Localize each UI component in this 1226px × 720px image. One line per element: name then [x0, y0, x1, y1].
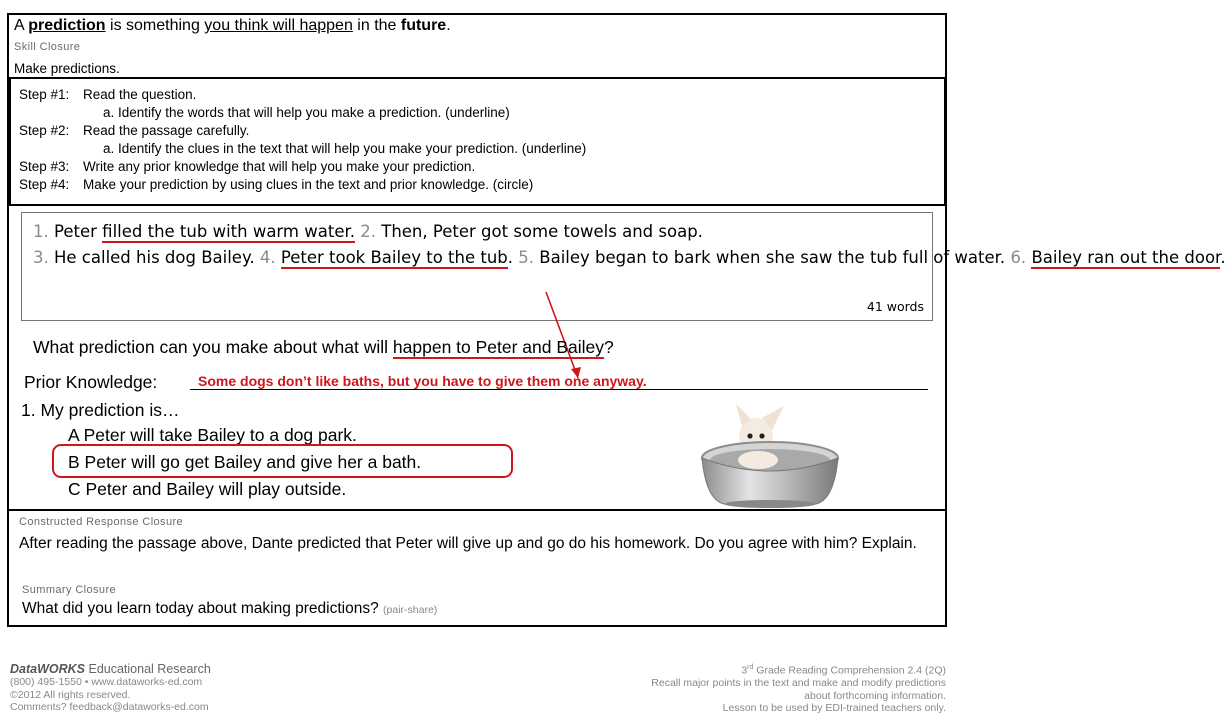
section-divider — [8, 509, 946, 511]
constructed-response-label: Constructed Response Closure — [19, 516, 184, 528]
answer-circle — [52, 444, 513, 478]
sentence-number-5: 5. — [518, 248, 535, 267]
question-clue: happen to Peter and Bailey — [392, 337, 605, 357]
prior-knowledge-answer: Some dogs don’t like baths, but you have to give them one anyway. — [198, 373, 647, 389]
sentence-6-clue: Bailey ran out the door — [1031, 248, 1221, 267]
constructed-response-text: After reading the passage above, Dante predicted that Peter will give up and go do his homework. Do you agree with him? Explain. — [19, 535, 917, 552]
grade-number: 3 — [741, 664, 748, 677]
prior-knowledge-label: Prior Knowledge: — [24, 372, 158, 392]
sentence-3: He called his dog Bailey. — [54, 248, 255, 267]
question-start: What prediction can you make about what will — [33, 337, 393, 357]
sentence-5: Bailey began to bark when she saw the tub full of water. — [539, 248, 1006, 267]
step-2-text: Read the passage carefully. — [83, 123, 250, 138]
definition-keyword: prediction — [28, 17, 106, 34]
definition-part-5: in the — [352, 17, 401, 34]
definition-phrase: you think will happen — [204, 17, 353, 34]
prediction-stem: 1. My prediction is… — [21, 400, 180, 420]
sentence-number-4: 4. — [259, 248, 276, 267]
definition-future: future — [400, 17, 447, 34]
lesson-usage-note: Lesson to be used by EDI-trained teachers only. — [722, 702, 946, 714]
brand-tagline: Educational Research — [85, 662, 211, 676]
step-2-sub: a. Identify the clues in the text that will help you make your prediction. (underline) — [103, 141, 587, 156]
sentence-4-clue: Peter took Bailey to the tub — [280, 248, 508, 267]
skill-closure-label: Skill Closure — [14, 41, 81, 53]
prediction-option-a[interactable]: A Peter will take Bailey to a dog park. — [68, 425, 357, 445]
grade-suffix: rd — [747, 664, 754, 671]
summary-closure-label: Summary Closure — [22, 584, 117, 596]
step-4-text: Make your prediction by using clues in the text and prior knowledge. (circle) — [83, 177, 534, 192]
footer-rights: ©2012 All rights reserved. — [10, 688, 131, 701]
question-end: ? — [604, 337, 614, 357]
step-1-text: Read the question. — [83, 87, 197, 102]
sentence-1-start: Peter — [54, 222, 103, 241]
definition-period: . — [446, 17, 451, 34]
word-count: 41 words — [866, 299, 924, 314]
question — [33, 337, 614, 358]
lesson-standard-2: about forthcoming information. — [804, 689, 946, 702]
footer-comments: Comments? feedback@dataworks-ed.com — [10, 701, 209, 713]
dog-in-tub-image — [696, 400, 844, 510]
step-3-text: Write any prior knowledge that will help you make your prediction. — [83, 159, 476, 174]
brand-name: DataWORKS — [10, 662, 86, 676]
footer-phone: (800) 495-1550 • www.dataworks-ed.com — [10, 676, 203, 688]
step-3-label: Step #3: — [19, 159, 70, 174]
passage-text: 1. Peter filled the tub with warm water. 2. Then, Peter got some towels and soap. 3. He called his dog Bailey. 4. Peter took Bailey to the tub. 5. Bailey began to bark when she saw the tub full of water. 6. Bailey ran out the door. — [33, 222, 1226, 267]
skill-closure-text: Make predictions. — [14, 61, 120, 76]
summary-text: What did you learn today about making predictions? — [22, 600, 379, 617]
step-1-label: Step #1: — [19, 87, 70, 102]
sentence-number-3: 3. — [33, 248, 49, 267]
lesson-title: Grade Reading Comprehension 2.4 (2Q) — [753, 664, 946, 677]
prediction-option-b[interactable]: B Peter will go get Bailey and give her a bath. — [68, 452, 422, 472]
sentence-number-2: 2. — [360, 222, 376, 241]
step-4-label: Step #4: — [19, 177, 70, 192]
summary-question — [22, 600, 437, 618]
definition-part-1: A — [14, 17, 29, 34]
sentence-2: Then, Peter got some towels and soap. — [381, 222, 703, 241]
footer-left — [10, 662, 211, 714]
pair-share-note: (pair-share) — [383, 604, 438, 616]
sentence-number-6: 6. — [1010, 248, 1027, 267]
prediction-option-c[interactable]: C Peter and Bailey will play outside. — [68, 479, 347, 499]
footer-right — [651, 662, 946, 715]
prior-knowledge-line — [190, 389, 928, 390]
definition-part-3: is something — [105, 17, 205, 34]
sentence-1-clue: filled the tub with warm water. — [102, 222, 355, 241]
sentence-number-1: 1. — [33, 222, 49, 241]
step-1-sub: a. Identify the words that will help you make a prediction. (underline) — [103, 105, 510, 120]
lesson-standard-1: Recall major points in the text and make and modify predictions — [651, 677, 946, 689]
step-2-label: Step #2: — [19, 123, 70, 138]
